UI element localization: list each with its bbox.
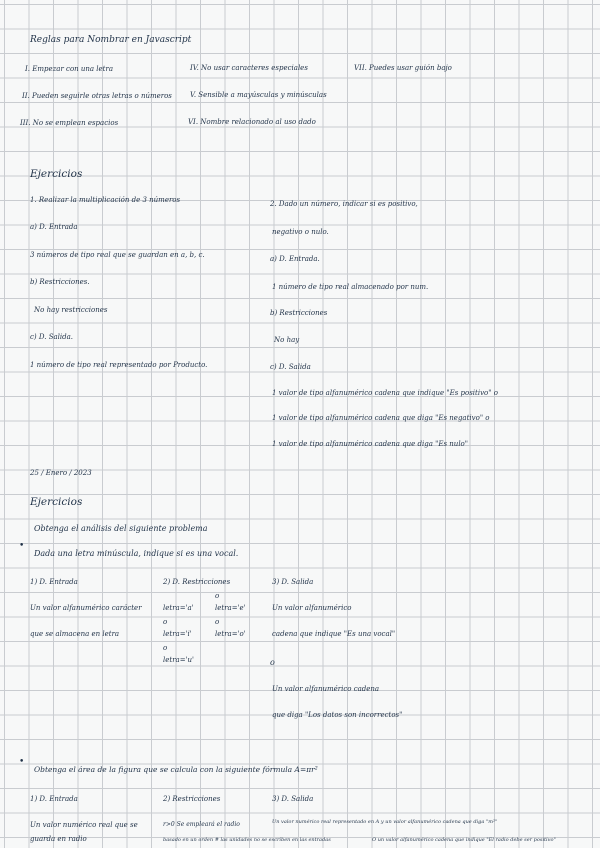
problem2-restrictions-label: 2) Restricciones	[163, 795, 221, 803]
problem2-restrictions-text2: basado en un orden # las unidades no se escriben en las entradas	[163, 837, 331, 843]
problem1-statement: Dada una letra minúscula, indique si es una vocal.	[34, 549, 239, 558]
rule-7: VII. Puedes usar guión bajo	[354, 64, 452, 72]
ex1-question: 1. Realizar la multiplicación de 3 números	[30, 196, 181, 204]
ex2-question-line1: 2. Dado un número, indicar si es positivo,	[270, 200, 418, 208]
rule-2: II. Pueden seguirle otras letras o números	[22, 92, 172, 100]
ex2-output-1: 1 valor de tipo alfanumérico cadena que indique "Es positivo" o	[272, 389, 498, 397]
ex1-output-label: c) D. Salida.	[30, 333, 74, 341]
problem1-output-label: 3) D. Salida	[272, 578, 314, 586]
problem1-output-or: o	[270, 658, 275, 667]
restriction-or-3: o	[215, 618, 220, 626]
ex2-input-text: 1 número de tipo real almacenado por num.	[272, 283, 429, 291]
problem1-output-text4: que diga "Los datos son incorrectos"	[272, 711, 403, 719]
ex1-input-label: a) D. Entrada	[30, 223, 78, 231]
restriction-letra-o: letra='o'	[215, 630, 246, 638]
problem1-output-text2: cadena que indique "Es una vocal"	[272, 630, 396, 638]
rules-title: Reglas para Nombrar en Javascript	[30, 35, 192, 45]
second-intro: Obtenga el análisis del siguiente problema	[34, 524, 208, 533]
problem2-output-text1: Un valor numérico real representado en A y un valor alfanumérico cadena que diga "m²"	[272, 819, 498, 825]
ex2-output-2: 1 valor de tipo alfanumérico cadena que diga "Es negativo" o	[272, 414, 490, 422]
ex2-output-3: 1 valor de tipo alfanumérico cadena que diga "Es nulo"	[272, 440, 468, 448]
ex2-restrictions-text: No hay	[274, 336, 300, 344]
rule-3: III. No se emplean espacios	[20, 119, 119, 127]
bullet-problem-1: •	[19, 541, 25, 551]
ex2-question-line2: negativo o nulo.	[272, 228, 329, 236]
problem2-statement: Obtenga el área de la figura que se calcula con la siguiente fórmula A=πr²	[34, 765, 318, 774]
problem1-input-text2: que se almacena en letra	[30, 630, 120, 638]
restriction-or-1: o	[215, 592, 220, 600]
problem1-input-label: 1) D. Entrada	[30, 578, 78, 586]
ex1-restrictions-label: b) Restricciones.	[30, 278, 90, 286]
ex2-output-label: c) D. Salida	[270, 363, 311, 371]
rule-5: V. Sensible a mayúsculas y minúsculas	[190, 91, 327, 99]
ejercicios-heading: Ejercicios	[30, 168, 83, 180]
problem1-input-text1: Un valor alfanumérico carácter	[30, 604, 142, 612]
ex2-input-label: a) D. Entrada.	[270, 255, 320, 263]
ex1-output-text: 1 número de tipo real representado por Producto.	[30, 361, 208, 369]
problem2-input-text1: Un valor numérico real que se	[30, 821, 138, 829]
problem1-output-text3: Un valor alfanumérico cadena	[272, 685, 380, 693]
second-heading: Ejercicios	[30, 496, 83, 508]
ex1-restrictions-text: No hay restricciones	[34, 306, 108, 314]
problem2-restrictions-text1: r>0 Se empleará el radio	[163, 821, 240, 828]
problem2-input-label: 1) D. Entrada	[30, 795, 78, 803]
rule-4: IV. No usar caracteres especiales	[190, 64, 308, 72]
restriction-letra-u: letra='u'	[163, 656, 194, 664]
rule-6: VI. Nombre relacionado al uso dado	[188, 118, 316, 126]
problem2-output-label: 3) D. Salida	[272, 795, 314, 803]
date: 25 / Enero / 2023	[30, 469, 92, 477]
restriction-or-4: o	[163, 644, 168, 652]
bullet-problem-2: •	[19, 757, 25, 767]
ex1-input-text: 3 números de tipo real que se guardan en a, b, c.	[30, 251, 205, 259]
problem1-restrictions-label: 2) D. Restricciones	[163, 578, 231, 586]
problem2-input-text2: guarda en radio	[30, 835, 87, 843]
problem1-output-text1: Un valor alfanumérico	[272, 604, 352, 612]
restriction-letra-e: letra='e'	[215, 604, 246, 612]
ex2-restrictions-label: b) Restricciones	[270, 309, 328, 317]
restriction-letra-i: letra='i'	[163, 630, 192, 638]
rule-1: I. Empezar con una letra	[25, 65, 114, 73]
problem2-output-text2: O un valor alfanumérico cadena que indique "El radio debe ser positivo"	[372, 837, 556, 843]
restriction-letra-a: letra='a'	[163, 604, 194, 612]
restriction-or-2: o	[163, 618, 168, 626]
